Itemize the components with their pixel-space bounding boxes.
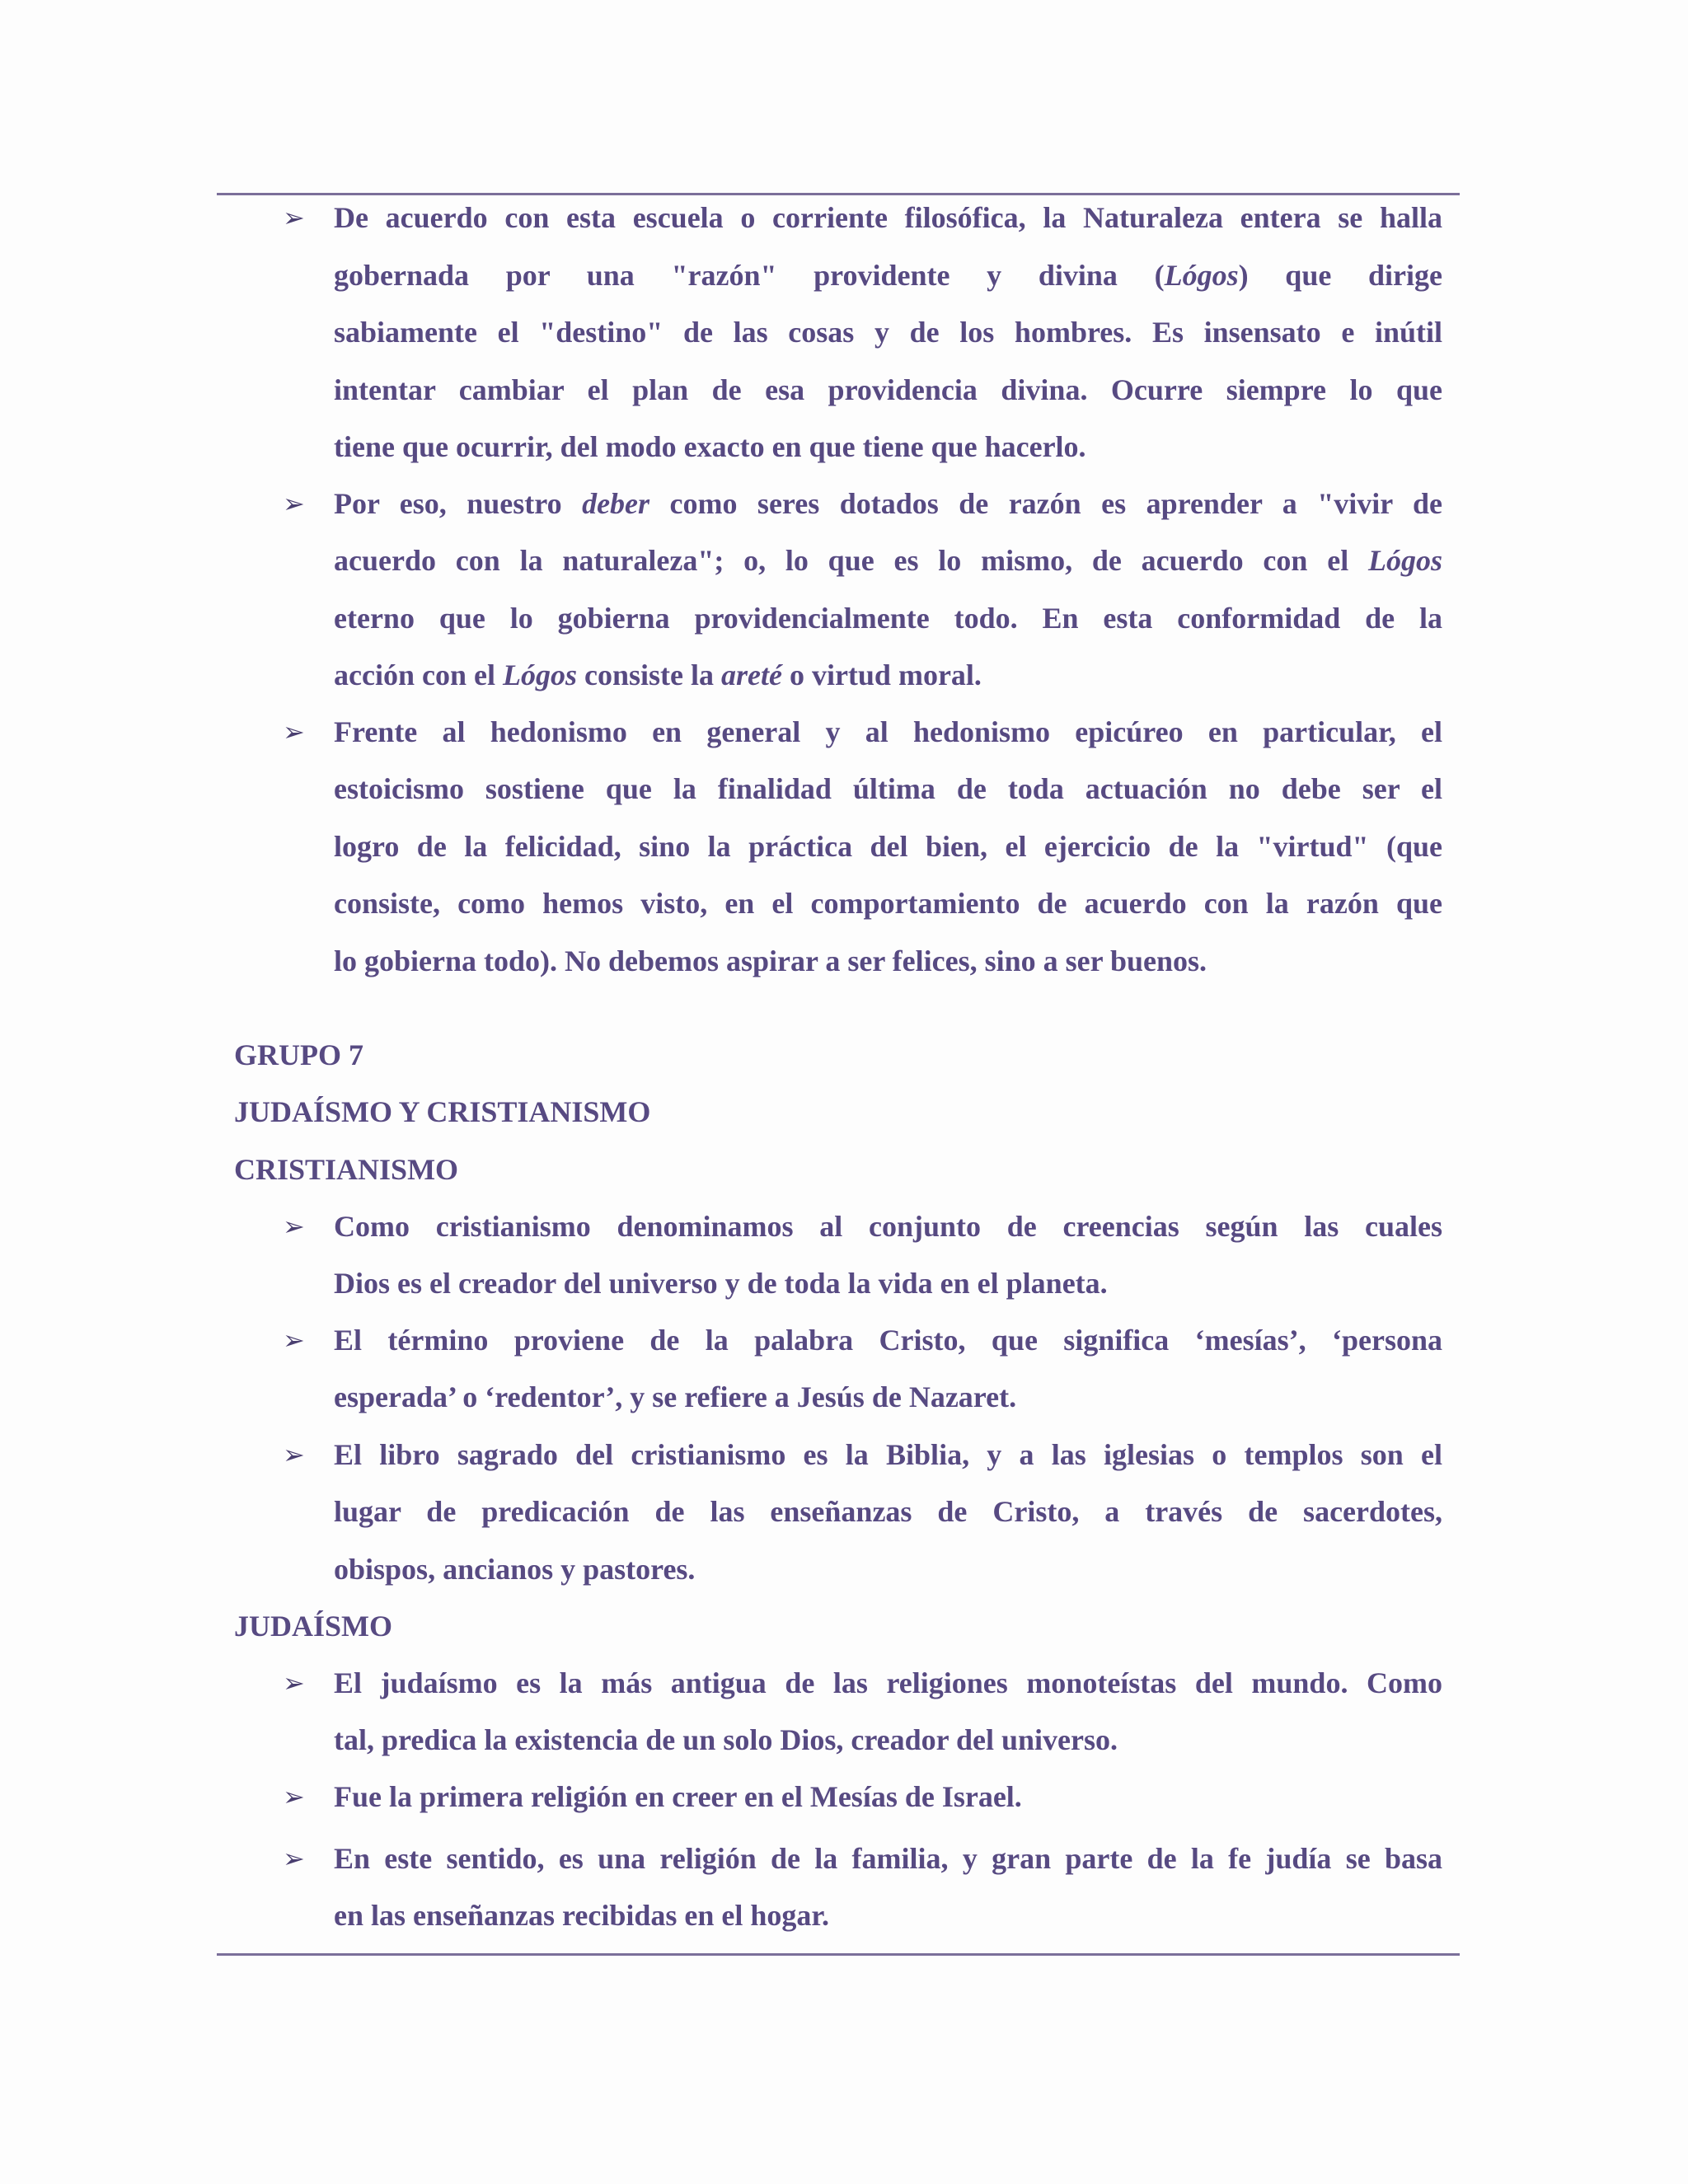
arrow-bullet-icon: ➢	[283, 1843, 305, 1874]
text-line: estoicismo sostiene que la finalidad última de toda actuación no debe ser el	[334, 772, 1442, 805]
text-line: Por eso, nuestro deber como seres dotados de razón es aprender a "vivir de	[334, 487, 1442, 520]
text-line: El término proviene de la palabra Cristo, que significa ‘mesías’, ‘persona	[334, 1324, 1442, 1357]
text-line: tiene que ocurrir, del modo exacto en que tiene que hacerlo.	[334, 430, 1086, 463]
arrow-bullet-icon: ➢	[283, 1781, 305, 1812]
text-line: Frente al hedonismo en general y al hedonismo epicúreo en particular, el	[334, 715, 1442, 748]
text-line: Como cristianismo denominamos al conjunto de creencias según las cuales	[334, 1210, 1442, 1243]
text-line: intentar cambiar el plan de esa providencia divina. Ocurre siempre lo que	[334, 373, 1442, 406]
top-rule	[217, 193, 1460, 195]
section-title: JUDAÍSMO Y CRISTIANISMO	[234, 1095, 651, 1128]
arrow-bullet-icon: ➢	[283, 202, 305, 233]
bottom-rule	[217, 1953, 1460, 1956]
text-line: Fue la primera religión en creer en el Mesías de Israel.	[334, 1780, 1022, 1813]
text-line: gobernada por una "razón" providente y divina (Lógos) que dirige	[334, 259, 1442, 292]
arrow-bullet-icon: ➢	[283, 1667, 305, 1699]
arrow-bullet-icon: ➢	[283, 1439, 305, 1470]
text-line: lo gobierna todo). No debemos aspirar a ser felices, sino a ser buenos.	[334, 944, 1207, 977]
arrow-bullet-icon: ➢	[283, 488, 305, 519]
text-line: obispos, ancianos y pastores.	[334, 1553, 696, 1586]
text-line: logro de la felicidad, sino la práctica del bien, el ejercicio de la "virtud" (que	[334, 830, 1442, 863]
text-line: acción con el Lógos consiste la areté o virtud moral.	[334, 658, 982, 691]
text-line: sabiamente el "destino" de las cosas y de los hombres. Es insensato e inútil	[334, 316, 1442, 349]
arrow-bullet-icon: ➢	[283, 716, 305, 748]
text-line: El libro sagrado del cristianismo es la Biblia, y a las iglesias o templos son el	[334, 1438, 1442, 1471]
text-line: En este sentido, es una religión de la familia, y gran parte de la fe judía se basa	[334, 1842, 1442, 1875]
cristianismo-heading: CRISTIANISMO	[234, 1153, 459, 1186]
text-line: consiste, como hemos visto, en el comportamiento de acuerdo con la razón que	[334, 887, 1442, 920]
group-heading: GRUPO 7	[234, 1038, 363, 1071]
text-line: en las enseñanzas recibidas en el hogar.	[334, 1899, 830, 1932]
arrow-bullet-icon: ➢	[283, 1324, 305, 1356]
text-line: El judaísmo es la más antigua de las religiones monoteístas del mundo. Como	[334, 1666, 1442, 1699]
judaismo-heading: JUDAÍSMO	[234, 1610, 393, 1643]
text-line: De acuerdo con esta escuela o corriente filosófica, la Naturaleza entera se halla	[334, 201, 1442, 234]
text-line: acuerdo con la naturaleza"; o, lo que es lo mismo, de acuerdo con el Lógos	[334, 544, 1442, 577]
text-line: eterno que lo gobierna providencialmente todo. En esta conformidad de la	[334, 602, 1442, 635]
arrow-bullet-icon: ➢	[283, 1211, 305, 1242]
text-line: lugar de predicación de las enseñanzas de Cristo, a través de sacerdotes,	[334, 1495, 1442, 1528]
text-line: esperada’ o ‘redentor’, y se refiere a Jesús de Nazaret.	[334, 1380, 1017, 1413]
text-line: tal, predica la existencia de un solo Dios, creador del universo.	[334, 1723, 1118, 1756]
text-line: Dios es el creador del universo y de toda la vida en el planeta.	[334, 1267, 1108, 1300]
